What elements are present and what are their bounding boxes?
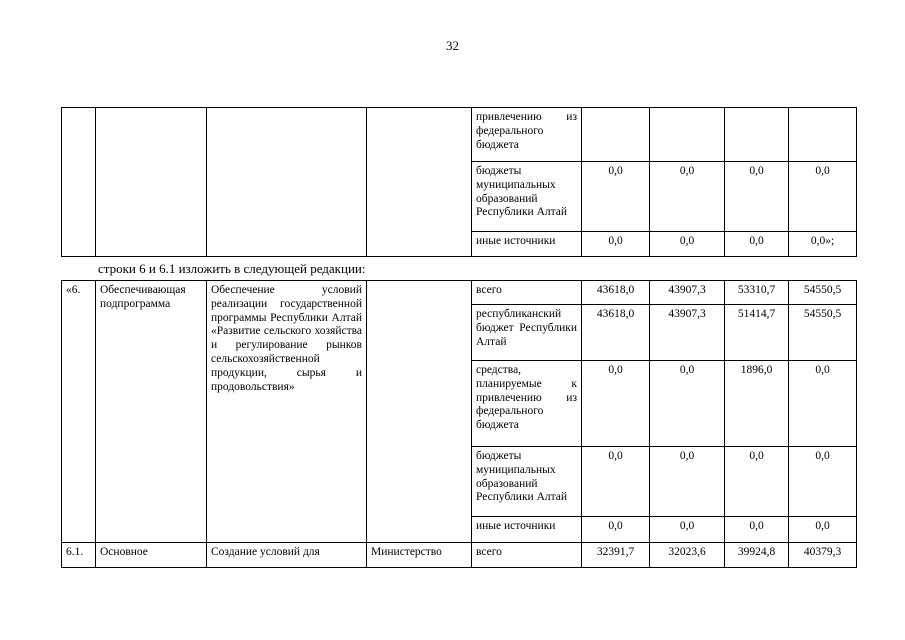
value-cell: 0,0 <box>789 517 857 543</box>
page-number: 32 <box>446 38 459 53</box>
value-cell: 0,0 <box>789 162 857 232</box>
row-name: Создание условий для <box>207 543 367 568</box>
empty-cell <box>207 108 367 257</box>
source-cell: привлечению из федерального бюджета <box>472 108 582 162</box>
value-cell: 54550,5 <box>789 281 857 305</box>
value-cell: 0,0 <box>725 232 789 257</box>
value-cell: 0,0 <box>582 517 650 543</box>
source-cell: иные источники <box>472 517 582 543</box>
section-instruction: строки 6 и 6.1 изложить в следующей редакции: <box>98 261 366 276</box>
source-cell: бюджеты муниципальных образований Республики Алтай <box>472 162 582 232</box>
value-cell: 40379,3 <box>789 543 857 568</box>
value-cell: 0,0 <box>725 517 789 543</box>
table-row <box>62 543 857 568</box>
empty-cell <box>367 108 472 257</box>
source-cell: иные источники <box>472 232 582 257</box>
row-type: Основное <box>96 543 207 568</box>
value-cell: 32391,7 <box>582 543 650 568</box>
source-cell: республиканский бюджет Республики Алтай <box>472 305 582 361</box>
source-cell: всего <box>472 281 582 305</box>
value-cell: 1896,0 <box>725 361 789 447</box>
value-cell: 43907,3 <box>650 305 725 361</box>
value-cell: 0,0 <box>582 361 650 447</box>
row-number: 6.1. <box>62 543 96 568</box>
value-cell: 43618,0 <box>582 281 650 305</box>
table-row <box>62 281 857 305</box>
value-cell: 0,0 <box>650 517 725 543</box>
row-number: «6. <box>62 281 96 543</box>
value-cell: 0,0 <box>650 232 725 257</box>
value-cell: 0,0 <box>650 447 725 517</box>
value-cell: 0,0 <box>582 162 650 232</box>
value-cell: 0,0 <box>789 361 857 447</box>
value-cell: 0,0 <box>650 361 725 447</box>
source-cell: средства, планируемые к привлечению из федерального бюджета <box>472 361 582 447</box>
source-cell: бюджеты муниципальных образований Республики Алтай <box>472 447 582 517</box>
value-cell <box>725 108 789 162</box>
value-cell <box>789 108 857 162</box>
table-row <box>62 108 857 162</box>
value-cell: 0,0 <box>789 447 857 517</box>
value-cell: 43907,3 <box>650 281 725 305</box>
value-cell: 32023,6 <box>650 543 725 568</box>
empty-cell <box>62 108 96 257</box>
value-cell: 54550,5 <box>789 305 857 361</box>
row-name: Обеспечение условий реализации государственной программы Республики Алтай «Развитие сельского хозяйства и регулирование рынков сельскохозяйственной продукции, сырья и продовольствия» <box>207 281 367 543</box>
value-cell: 0,0»; <box>789 232 857 257</box>
value-cell: 0,0 <box>725 162 789 232</box>
value-cell: 0,0 <box>582 447 650 517</box>
value-cell: 0,0 <box>725 447 789 517</box>
row-type: Обеспечивающая подпрограмма <box>96 281 207 543</box>
value-cell: 39924,8 <box>725 543 789 568</box>
value-cell: 0,0 <box>650 162 725 232</box>
table-main <box>61 280 857 568</box>
source-cell: всего <box>472 543 582 568</box>
value-cell <box>650 108 725 162</box>
value-cell: 43618,0 <box>582 305 650 361</box>
row-executor: Министерство <box>367 543 472 568</box>
value-cell: 51414,7 <box>725 305 789 361</box>
value-cell: 0,0 <box>582 232 650 257</box>
row-executor <box>367 281 472 543</box>
empty-cell <box>96 108 207 257</box>
table-continuation <box>61 107 857 257</box>
value-cell <box>582 108 650 162</box>
value-cell: 53310,7 <box>725 281 789 305</box>
